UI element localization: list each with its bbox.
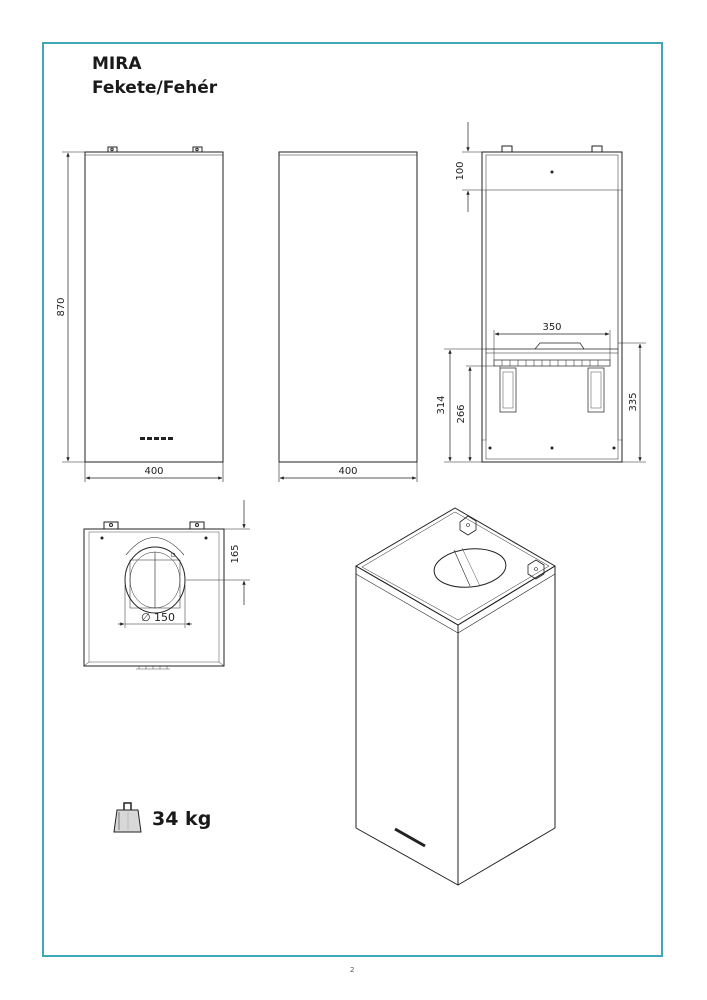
front-view xyxy=(62,147,223,482)
dim-bracket-span-350: 350 xyxy=(542,322,562,333)
top-view xyxy=(84,500,250,669)
model-title: MIRA xyxy=(92,54,142,74)
color-variant-title: Fekete/Fehér xyxy=(92,78,218,98)
page-number: 2 xyxy=(350,966,355,974)
dim-314: 314 xyxy=(436,395,447,415)
dim-top-offset-100: 100 xyxy=(455,161,466,181)
isometric-view xyxy=(356,508,555,885)
dim-top-depth-165: 165 xyxy=(230,544,241,564)
side-view xyxy=(279,152,417,482)
control-panel-buttons xyxy=(140,437,173,440)
rear-view xyxy=(444,122,646,462)
dim-266: 266 xyxy=(456,404,467,424)
weight-icon xyxy=(114,803,141,832)
dim-side-width-400: 400 xyxy=(338,466,358,477)
dim-height-870: 870 xyxy=(56,297,67,317)
dim-duct-diameter: ∅ 150 xyxy=(140,611,176,624)
dim-front-width-400: 400 xyxy=(144,466,164,477)
weight-label: 34 kg xyxy=(152,808,212,830)
dim-335: 335 xyxy=(628,392,639,412)
